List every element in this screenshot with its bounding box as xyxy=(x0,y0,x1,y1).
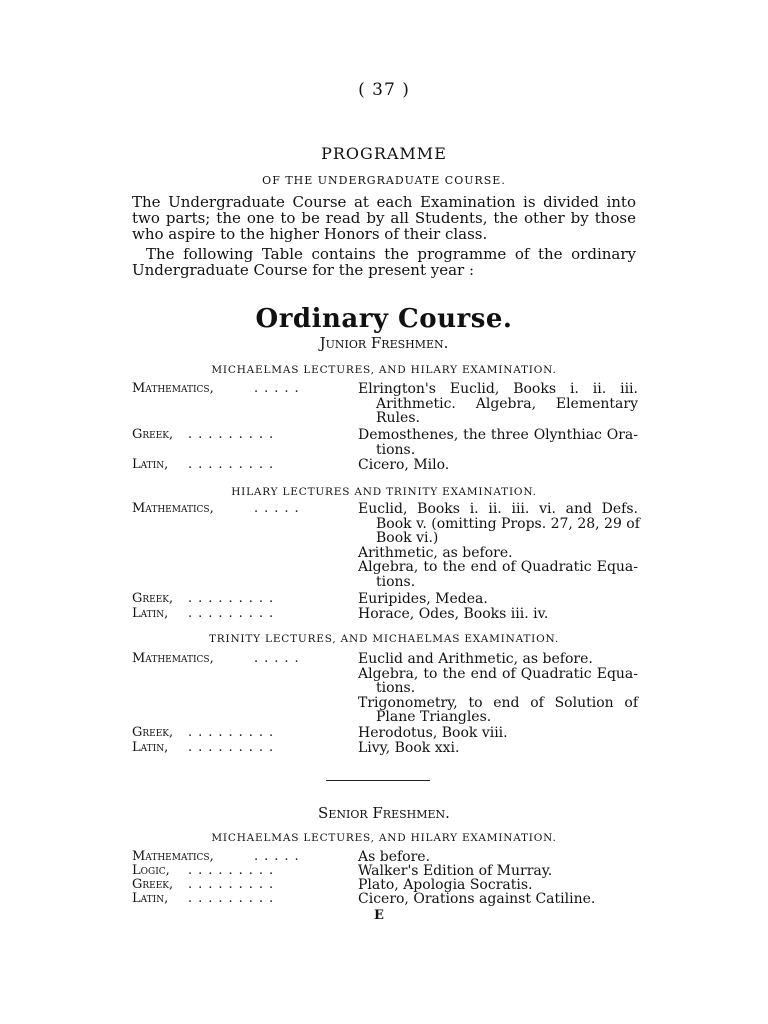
page-subtitle: OF THE UNDERGRADUATE COURSE. xyxy=(262,174,506,187)
subject-label: Mathematics, xyxy=(132,849,214,864)
course-description: As before. xyxy=(358,849,431,865)
dot-leader: ......... xyxy=(188,877,280,892)
intro-line: The Undergraduate Course at each Examination is divided into xyxy=(132,193,636,211)
dot-leader: ......... xyxy=(188,725,280,740)
course-description: Elrington's Euclid, Books i. ii. iii. Arithmetic. Algebra, Elementary Rules. xyxy=(358,381,638,426)
junior-freshmen-heading: Junior Freshmen. xyxy=(319,334,449,352)
course-description: Plato, Apologia Socratis. xyxy=(358,877,533,893)
intro-line: Undergraduate Course for the present year : xyxy=(132,261,475,279)
subject-label: Latin, xyxy=(132,457,169,472)
course-description: Cicero, Milo. xyxy=(358,457,450,473)
dot-leader: ......... xyxy=(188,740,280,755)
subject-label: Latin, xyxy=(132,606,169,621)
dot-leader: ..... xyxy=(254,849,305,864)
dot-leader: ......... xyxy=(188,891,280,906)
section-title: MICHAELMAS LECTURES, AND HILARY EXAMINATION. xyxy=(211,364,557,376)
subject-label: Mathematics, xyxy=(132,381,214,396)
section-title: TRINITY LECTURES, AND MICHAELMAS EXAMINATION. xyxy=(208,633,559,645)
subject-label: Greek, xyxy=(132,877,174,892)
dot-leader: ......... xyxy=(188,591,280,606)
subject-label: Greek, xyxy=(132,591,174,606)
course-description: Euripides, Medea. xyxy=(358,591,488,607)
course-description: Cicero, Orations against Catiline. xyxy=(358,891,596,907)
subject-label: Mathematics, xyxy=(132,501,214,516)
course-description: Demosthenes, the three Olynthiac Ora- tions. xyxy=(358,427,638,458)
subject-label: Logic, xyxy=(132,863,170,878)
subject-label: Mathematics, xyxy=(132,651,214,666)
page-title: PROGRAMME xyxy=(321,144,447,163)
intro-line: two parts; the one to be read by all Students, the other by those xyxy=(132,209,636,227)
course-description: Herodotus, Book viii. xyxy=(358,725,508,741)
course-description: Horace, Odes, Books iii. iv. xyxy=(358,606,549,622)
dot-leader: ......... xyxy=(188,427,280,442)
dot-leader: ..... xyxy=(254,501,305,516)
subject-label: Latin, xyxy=(132,891,169,906)
dot-leader: ......... xyxy=(188,457,280,472)
senior-freshmen-heading: Senior Freshmen. xyxy=(318,804,450,822)
intro-line: The following Table contains the programme of the ordinary xyxy=(146,245,636,263)
intro-paragraph-1 xyxy=(132,194,636,242)
section-title: HILARY LECTURES AND TRINITY EXAMINATION. xyxy=(231,486,537,498)
dot-leader: ..... xyxy=(254,651,305,666)
course-description: Euclid and Arithmetic, as before. Algebra, to the end of Quadratic Equa- tions. Trigonometry, to end of Solution of Plane Triangles. xyxy=(358,651,638,725)
course-description: Euclid, Books i. ii. iii. vi. and Defs. Book v. (omitting Props. 27, 28, 29 of Book vi.) Arithmetic, as before. Algebra, to the end of Quadratic Equa- tions. xyxy=(358,501,640,590)
intro-paragraph-2 xyxy=(132,246,636,278)
subject-label: Greek, xyxy=(132,725,174,740)
section-title: MICHAELMAS LECTURES, AND HILARY EXAMINATION. xyxy=(211,832,557,844)
ordinary-course-title: Ordinary Course. xyxy=(255,304,513,334)
subject-label: Greek, xyxy=(132,427,174,442)
dot-leader: ..... xyxy=(254,381,305,396)
course-description: Walker's Edition of Murray. xyxy=(358,863,553,879)
subject-label: Latin, xyxy=(132,740,169,755)
course-description: Livy, Book xxi. xyxy=(358,740,460,756)
dot-leader: ......... xyxy=(188,606,280,621)
section-divider xyxy=(326,780,430,781)
page-number: ( 37 ) xyxy=(358,80,410,100)
signature-mark: E xyxy=(374,908,384,923)
dot-leader: ......... xyxy=(188,863,280,878)
intro-line: who aspire to the higher Honors of their class. xyxy=(132,225,488,243)
